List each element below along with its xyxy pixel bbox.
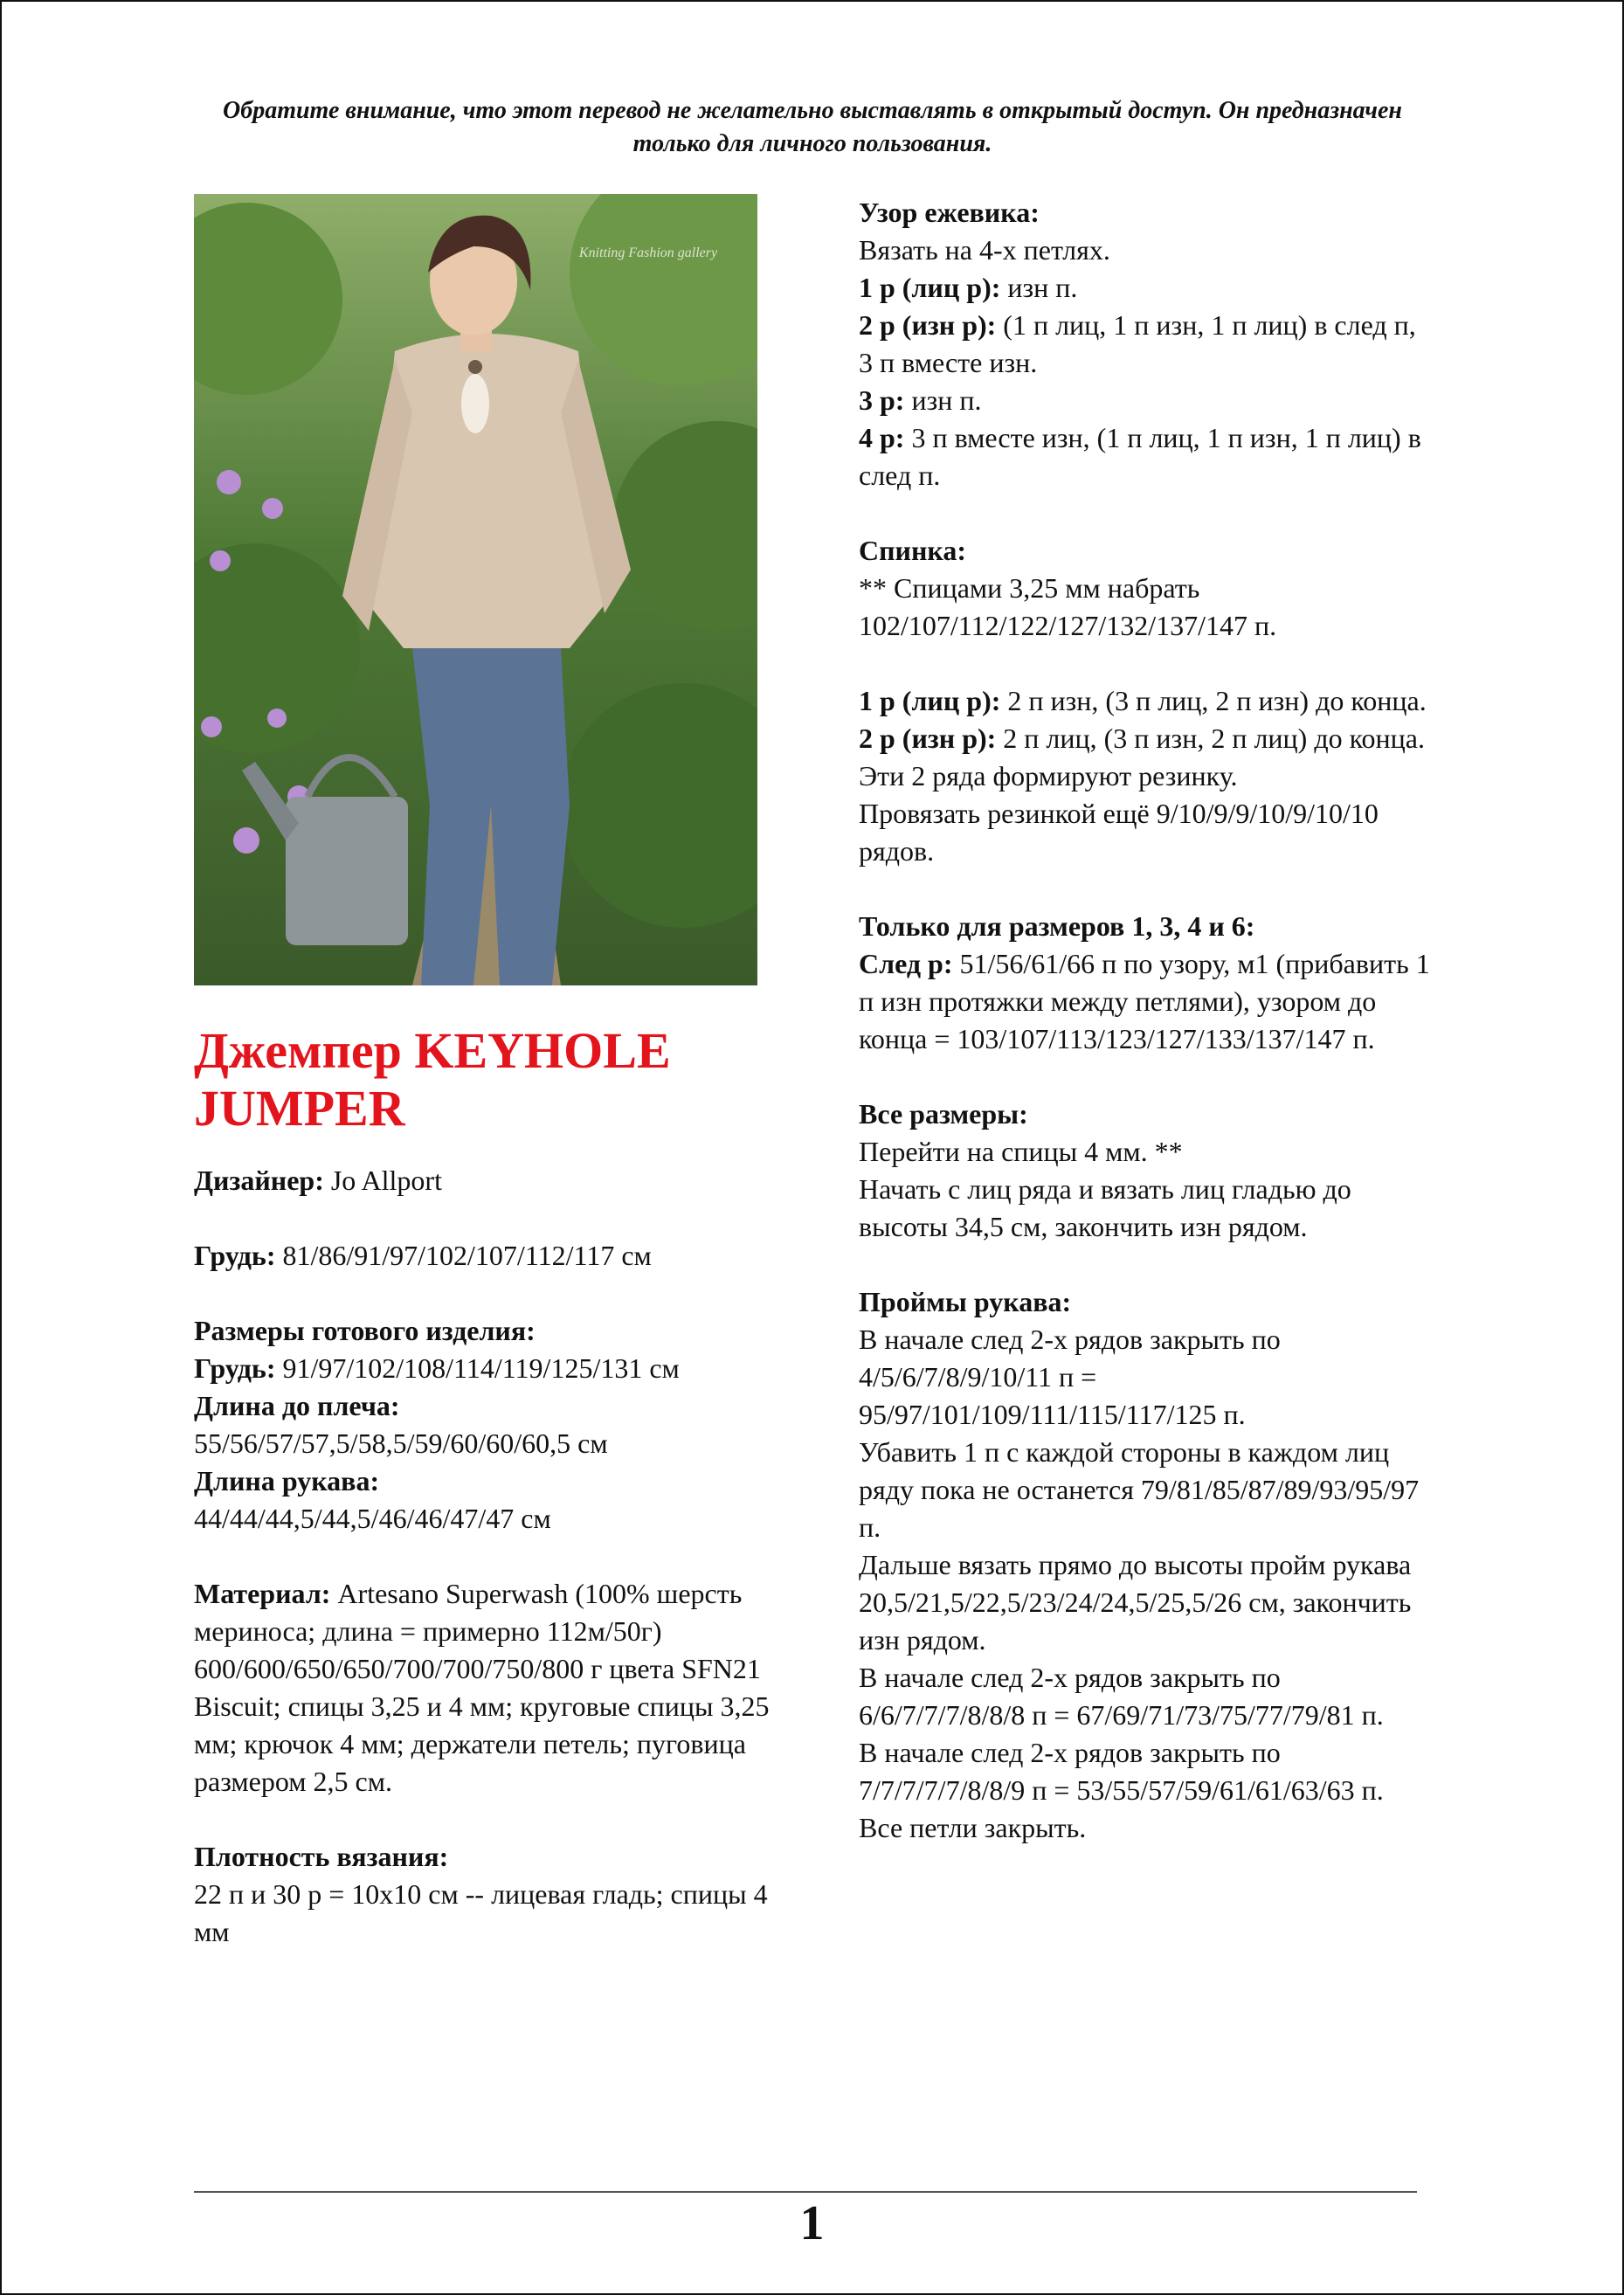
finished-chest-line xyxy=(194,1350,788,1387)
rib-note-1: Эти 2 ряда формируют резинку. xyxy=(859,760,1238,791)
chest-label: Грудь: xyxy=(194,1240,276,1271)
page-title: Джемпер KEYHOLE JUMPER xyxy=(194,1022,671,1137)
left-column xyxy=(194,1022,788,1951)
pattern-intro: Вязать на 4-х петлях. xyxy=(859,234,1110,266)
rib-note-2: Провязать резинкой ещё 9/10/9/9/10/9/10/10 рядов. xyxy=(859,798,1379,867)
back-text: ** Спицами 3,25 мм набрать 102/107/112/122/127/132/137/147 п. xyxy=(859,572,1277,641)
finished-chest-value: 91/97/102/108/114/119/125/131 см xyxy=(275,1352,680,1384)
length-label: Длина до плеча: xyxy=(194,1390,400,1421)
right-column xyxy=(859,194,1435,1847)
armhole-step-4: В начале след 2-х рядов закрыть по 6/6/7/7/7/8/8/8 п = 67/69/71/73/75/77/79/81 п. xyxy=(859,1662,1384,1731)
finished-chest-label: Грудь: xyxy=(194,1352,276,1384)
designer-value: Jo Allport xyxy=(323,1165,442,1196)
sizes-heading: Только для размеров 1, 3, 4 и 6: xyxy=(859,910,1255,942)
chest-line xyxy=(194,1237,788,1275)
back-heading: Спинка: xyxy=(859,535,967,566)
page-number: 1 xyxy=(799,2196,825,2250)
sleeve-value: 44/44/44,5/44,5/46/46/47/47 см xyxy=(194,1503,551,1534)
sleeve-label: Длина рукава: xyxy=(194,1465,380,1497)
designer-label: Дизайнер: xyxy=(194,1165,324,1196)
model-photo xyxy=(194,194,757,985)
armhole-step-2: Убавить 1 п с каждой стороны в каждом лиц ряду пока не останется 79/81/85/87/89/93/95/97 п. xyxy=(859,1436,1420,1543)
designer-line xyxy=(194,1162,788,1199)
chest-value: 81/86/91/97/102/107/112/117 см xyxy=(275,1240,652,1271)
copyright-notice: Обратите внимание, что этот перевод не желательно выставлять в открытый доступ. Он предназначен только для личного пользования. xyxy=(223,97,1402,157)
armhole-step-6: Все петли закрыть. xyxy=(859,1812,1087,1843)
material-value: Artesano Superwash (100% шерсть мериноса; длина = примерно 112м/50г) xyxy=(194,1578,743,1647)
rib-row-2: 2 р (изн р): 2 п лиц, (3 п изн, 2 п лиц) до конца. xyxy=(859,722,1425,754)
armhole-step-5: В начале след 2-х рядов закрыть по 7/7/7/7/7/8/8/9 п = 53/55/57/59/61/61/63/63 п. xyxy=(859,1737,1384,1806)
finished-heading: Размеры готового изделия: xyxy=(194,1315,536,1346)
material-details: 600/600/650/650/700/700/750/800 г цвета SFN21 Biscuit; спицы 3,25 и 4 мм; круговые спицы 3,25 мм; крючок 4 мм; держатели петель; пуговица размером 2,5 см. xyxy=(194,1653,770,1797)
armhole-step-3: Дальше вязать прямо до высоты пройм рукава 20,5/21,5/22,5/23/24/24,5/25,5/26 см, закончить изн рядом. xyxy=(859,1549,1412,1656)
pattern-row-2: 2 р (изн р): (1 п лиц, 1 п изн, 1 п лиц) в след п, 3 п вместе изн. xyxy=(859,309,1416,378)
gauge-label: Плотность вязания: xyxy=(194,1841,449,1872)
all-sizes-text-1: Перейти на спицы 4 мм. ** xyxy=(859,1136,1183,1167)
all-sizes-heading: Все размеры: xyxy=(859,1098,1028,1130)
length-value: 55/56/57/57,5/58,5/59/60/60/60,5 см xyxy=(194,1427,608,1459)
pattern-heading: Узор ежевика: xyxy=(859,197,1040,228)
material-line xyxy=(194,1575,788,1650)
next-row: След р: 51/56/61/66 п по узору, м1 (прибавить 1 п изн протяжки между петлями), узором до конца = 103/107/113/123/127/133/137/147 п. xyxy=(859,948,1430,1054)
pattern-row-4: 4 р: 3 п вместе изн, (1 п лиц, 1 п изн, 1 п лиц) в след п. xyxy=(859,422,1421,491)
material-label: Материал: xyxy=(194,1578,331,1609)
pattern-row-3: 3 р: изн п. xyxy=(859,384,982,416)
model-photo-illustration xyxy=(194,194,757,985)
pattern-row-1: 1 р (лиц р): изн п. xyxy=(859,272,1078,303)
gauge-value: 22 п и 30 р = 10х10 см -- лицевая гладь; спицы 4 мм xyxy=(194,1878,768,1947)
all-sizes-text-2: Начать с лиц ряда и вязать лиц гладью до высоты 34,5 см, закончить изн рядом. xyxy=(859,1173,1351,1242)
rib-row-1: 1 р (лиц р): 2 п изн, (3 п лиц, 2 п изн) до конца. xyxy=(859,685,1427,716)
armhole-heading: Проймы рукава: xyxy=(859,1286,1072,1317)
photo-watermark: Knitting Fashion gallery xyxy=(578,245,718,260)
armhole-step-1: В начале след 2-х рядов закрыть по 4/5/6/7/8/9/10/11 п = 95/97/101/109/111/115/117/125 п. xyxy=(859,1324,1281,1430)
